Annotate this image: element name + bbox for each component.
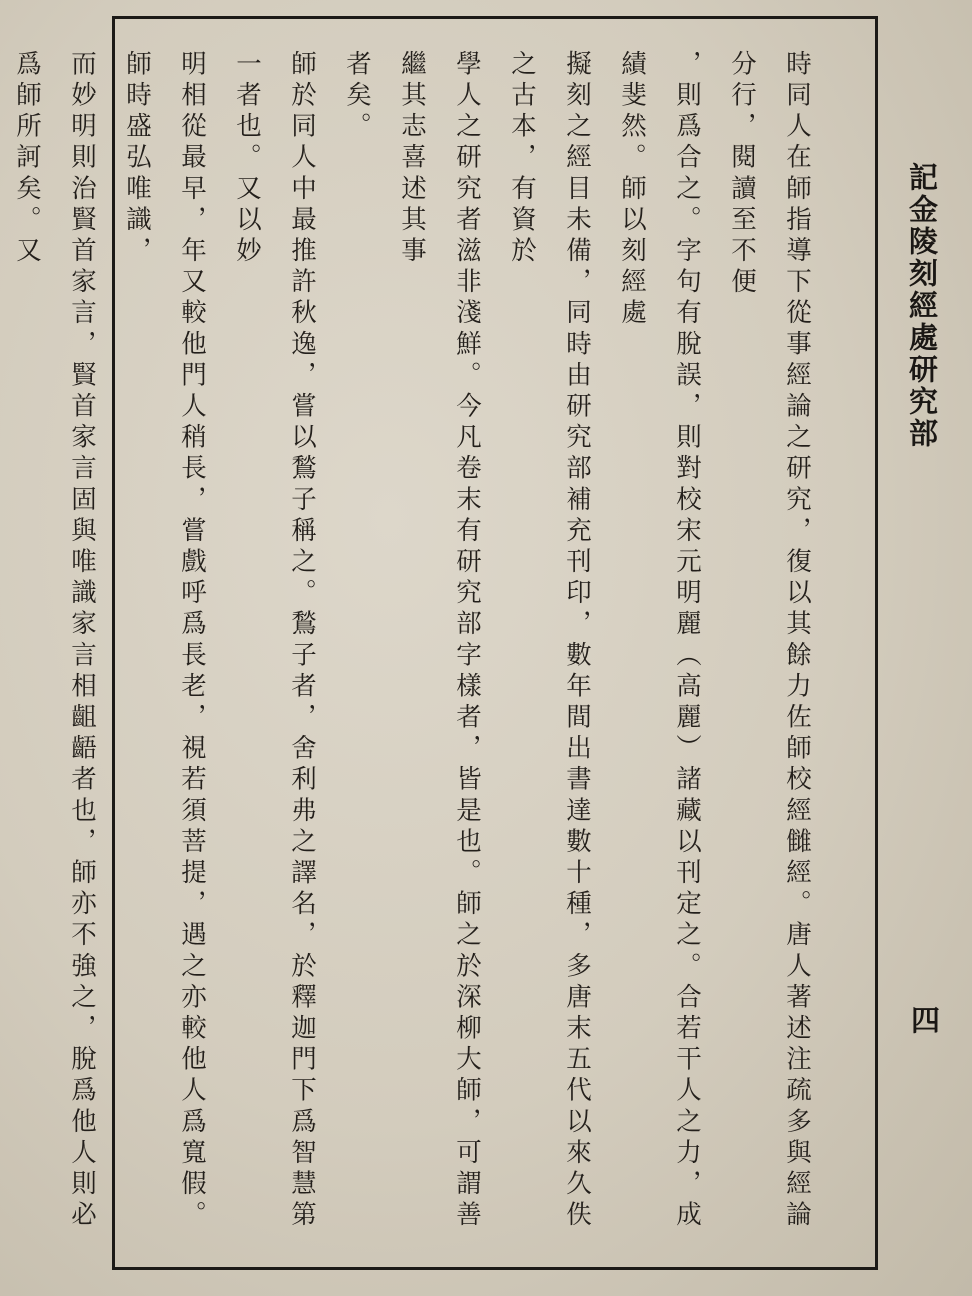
text-column: ，則爲合之。字句有脫誤，則對校宋元明麗（高麗）諸藏以刊定之。合若干人之力，成績斐然。師以刻經處 <box>617 50 702 1232</box>
page-number: 四 <box>907 1005 941 1034</box>
text-column: 而妙明則治賢首家言，賢首家言固與唯識家言相齟齬者也，師亦不強之，脫爲他人則必爲師所訶矣。又 <box>12 50 97 1232</box>
text-column: 者矣。 <box>342 50 372 144</box>
text-column: 師於同人中最推許秋逸，嘗以鶖子稱之。鶖子者，舍利弗之譯名，於釋迦門下爲智慧第一者也。又以妙 <box>232 50 317 1232</box>
running-title: 記金陵刻經處研究部 <box>905 162 939 450</box>
text-column: 時同人在師指導下從事經論之研究，復以其餘力佐師校經雠經。唐人著述注疏多與經論分行，閱讀至不便 <box>727 50 812 1232</box>
text-column: 學人之研究者滋非淺鮮。今凡卷末有研究部字樣者，皆是也。師之於深柳大師，可謂善繼其志喜述其事 <box>397 50 482 1232</box>
text-column: 明相從最早，年又較他門人稍長，嘗戲呼爲長老，視若須菩提，遇之亦較他人爲寬假。師時盛弘唯識， <box>122 50 207 1232</box>
text-column: 擬刻之經目未備，同時由研究部補充刊印，數年間出書達數十種，多唐末五代以來久佚之古本，有資於 <box>507 50 592 1232</box>
body-text <box>12 50 824 1240</box>
